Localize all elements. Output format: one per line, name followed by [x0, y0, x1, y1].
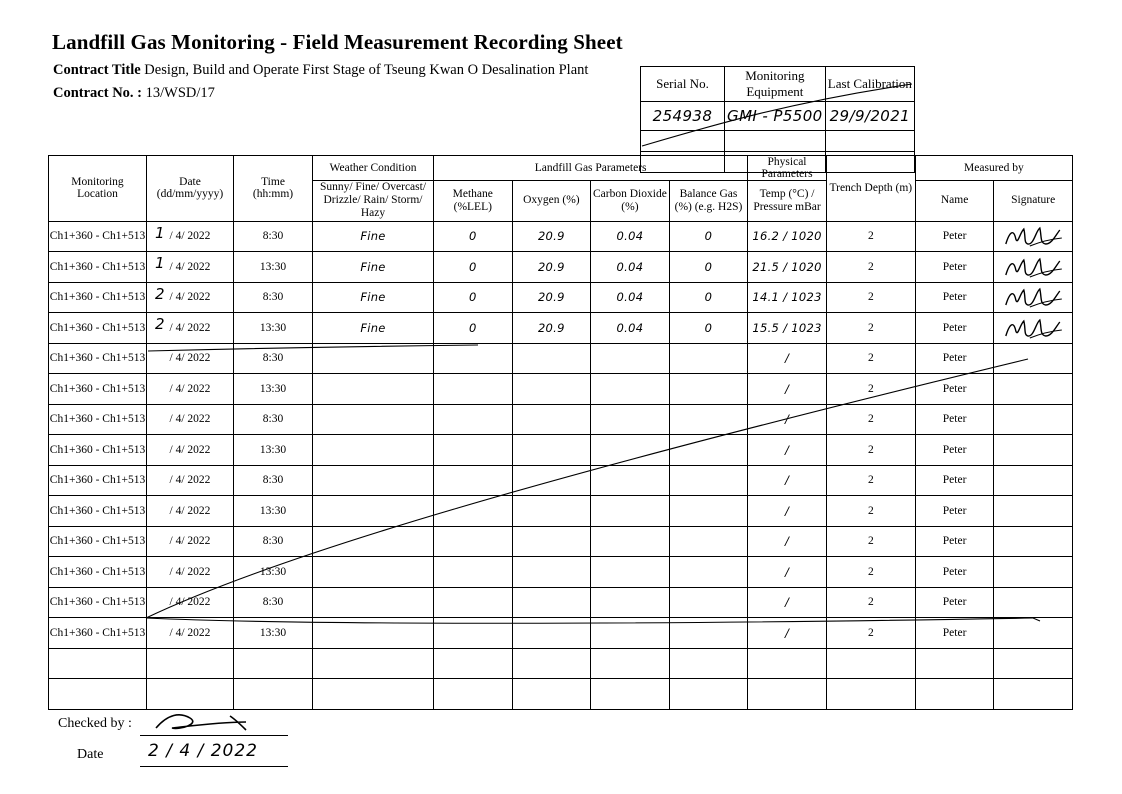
cell-name: Peter	[915, 465, 994, 496]
cell-oxygen: 20.9	[512, 252, 591, 283]
cell-oxygen	[512, 587, 591, 618]
cell-balance-gas: 0	[669, 252, 748, 283]
cell-methane	[434, 404, 513, 435]
col-header-methane: Methane (%LEL)	[434, 181, 513, 222]
cell-weather	[313, 404, 434, 435]
col-header-time-line2: (hh:mm)	[252, 188, 294, 201]
col-header-location	[49, 156, 147, 222]
col-header-location-line1: Monitoring	[71, 176, 124, 189]
cell-methane: 0	[434, 313, 513, 344]
cell-time: 8:30	[234, 282, 313, 313]
cell-balance-gas: 0	[669, 221, 748, 252]
cell-oxygen	[512, 374, 591, 405]
cell-location: Ch1+360 - Ch1+513	[49, 587, 147, 618]
cell-date	[147, 679, 234, 710]
cell-location: Ch1+360 - Ch1+513	[49, 496, 147, 527]
cell-signature	[994, 587, 1073, 618]
cell-temp-pressure: 21.5 / 1020	[748, 252, 827, 283]
cell-temp-pressure: 16.2 / 1020	[748, 221, 827, 252]
cell-temp-pressure	[748, 648, 827, 679]
cell-date	[147, 526, 234, 557]
cell-oxygen	[512, 404, 591, 435]
cell-carbon-dioxide	[591, 343, 670, 374]
cell-oxygen	[512, 648, 591, 679]
cell-balance-gas	[669, 679, 748, 710]
cell-date-day: 1	[155, 223, 165, 242]
cell-location: Ch1+360 - Ch1+513	[49, 343, 147, 374]
cell-time: 13:30	[234, 313, 313, 344]
cell-time: 13:30	[234, 618, 313, 649]
cell-weather	[313, 679, 434, 710]
cell-oxygen	[512, 557, 591, 588]
equipment-calibration-header: Last Calibration	[825, 67, 914, 102]
cell-date	[147, 221, 234, 252]
cell-oxygen	[512, 343, 591, 374]
cell-time	[234, 679, 313, 710]
cell-carbon-dioxide: 0.04	[591, 313, 670, 344]
contract-no-value: 13/WSD/17	[145, 85, 215, 101]
cell-weather: Fine	[313, 252, 434, 283]
cell-trench-depth	[826, 648, 915, 679]
equipment-name-value: GMI - P5500	[724, 102, 825, 131]
equipment-serial-value: 254938	[641, 102, 725, 131]
cell-balance-gas: 0	[669, 313, 748, 344]
cell-balance-gas: 0	[669, 282, 748, 313]
cell-methane	[434, 648, 513, 679]
cell-weather: Fine	[313, 221, 434, 252]
cell-oxygen	[512, 618, 591, 649]
cell-carbon-dioxide	[591, 374, 670, 405]
cell-temp-pressure: /	[748, 496, 827, 527]
checked-date-label: Date	[77, 747, 104, 762]
cell-date-monthyear: / 4/ 2022	[169, 443, 211, 456]
cell-location: Ch1+360 - Ch1+513	[49, 282, 147, 313]
group-header-measured-by: Measured by	[915, 156, 1072, 181]
cell-methane: 0	[434, 221, 513, 252]
cell-methane	[434, 374, 513, 405]
cell-carbon-dioxide	[591, 618, 670, 649]
cell-date	[147, 496, 234, 527]
cell-date	[147, 374, 234, 405]
cell-methane: 0	[434, 252, 513, 283]
cell-name	[915, 648, 994, 679]
cell-date	[147, 557, 234, 588]
table-row	[49, 679, 1073, 710]
cell-date-monthyear: / 4/ 2022	[169, 260, 211, 273]
cell-date-day: 2	[155, 315, 165, 334]
cell-carbon-dioxide	[591, 679, 670, 710]
cell-methane	[434, 679, 513, 710]
cell-date-monthyear: / 4/ 2022	[169, 321, 211, 334]
cell-date	[147, 435, 234, 466]
cell-trench-depth: 2	[826, 252, 915, 283]
cell-date	[147, 404, 234, 435]
group-header-physical: Physical Parameters	[748, 156, 827, 181]
col-header-temp-pressure: Temp (°C) / Pressure mBar	[748, 181, 827, 222]
cell-oxygen	[512, 526, 591, 557]
cell-date	[147, 252, 234, 283]
cell-temp-pressure: 14.1 / 1023	[748, 282, 827, 313]
cell-trench-depth: 2	[826, 618, 915, 649]
cell-temp-pressure: /	[748, 343, 827, 374]
table-row	[49, 465, 1073, 496]
cell-time: 8:30	[234, 404, 313, 435]
cell-date-day: 1	[155, 254, 165, 273]
cell-date-monthyear: / 4/ 2022	[169, 230, 211, 243]
cell-weather	[313, 648, 434, 679]
cell-trench-depth: 2	[826, 313, 915, 344]
equipment-calibration-value: 29/9/2021	[825, 102, 914, 131]
cell-trench-depth: 2	[826, 435, 915, 466]
cell-trench-depth: 2	[826, 282, 915, 313]
checked-by-label: Checked by :	[58, 716, 132, 731]
cell-time: 13:30	[234, 374, 313, 405]
cell-balance-gas	[669, 496, 748, 527]
cell-signature	[994, 557, 1073, 588]
cell-location: Ch1+360 - Ch1+513	[49, 374, 147, 405]
cell-signature	[994, 435, 1073, 466]
cell-weather	[313, 618, 434, 649]
cell-weather	[313, 465, 434, 496]
cell-methane	[434, 496, 513, 527]
page-title: Landfill Gas Monitoring - Field Measurement Recording Sheet	[52, 30, 623, 54]
table-row	[49, 496, 1073, 527]
cell-temp-pressure: /	[748, 618, 827, 649]
cell-name: Peter	[915, 557, 994, 588]
checked-date-underline	[140, 766, 288, 767]
cell-location: Ch1+360 - Ch1+513	[49, 557, 147, 588]
cell-date	[147, 313, 234, 344]
table-row	[49, 435, 1073, 466]
cell-balance-gas	[669, 465, 748, 496]
cell-oxygen: 20.9	[512, 313, 591, 344]
cell-signature	[994, 313, 1073, 344]
checked-date-value: 2 / 4 / 2022	[148, 741, 258, 761]
cell-carbon-dioxide	[591, 587, 670, 618]
checked-by-underline	[140, 735, 288, 736]
cell-time: 8:30	[234, 343, 313, 374]
cell-oxygen	[512, 496, 591, 527]
cell-methane	[434, 587, 513, 618]
group-header-weather: Weather Condition	[313, 156, 434, 181]
table-row	[49, 587, 1073, 618]
col-header-carbon-dioxide: Carbon Dioxide (%)	[591, 181, 670, 222]
col-header-time-line1: Time	[261, 176, 285, 189]
cell-location	[49, 648, 147, 679]
cell-weather: Fine	[313, 282, 434, 313]
cell-location	[49, 679, 147, 710]
cell-signature	[994, 618, 1073, 649]
col-header-balance-gas: Balance Gas (%) (e.g. H2S)	[669, 181, 748, 222]
cell-time: 13:30	[234, 252, 313, 283]
cell-carbon-dioxide	[591, 526, 670, 557]
table-row	[49, 526, 1073, 557]
cell-name: Peter	[915, 526, 994, 557]
cell-oxygen: 20.9	[512, 221, 591, 252]
cell-name: Peter	[915, 374, 994, 405]
cell-date	[147, 282, 234, 313]
cell-trench-depth: 2	[826, 526, 915, 557]
cell-weather	[313, 343, 434, 374]
measurement-table-head	[49, 156, 1073, 222]
cell-temp-pressure: /	[748, 587, 827, 618]
cell-trench-depth: 2	[826, 557, 915, 588]
col-header-signature: Signature	[994, 181, 1073, 222]
col-header-trench-depth: Trench Depth (m)	[826, 156, 915, 222]
cell-carbon-dioxide: 0.04	[591, 221, 670, 252]
cell-time	[234, 648, 313, 679]
cell-name: Peter	[915, 221, 994, 252]
cell-date-monthyear: / 4/ 2022	[169, 535, 211, 548]
cell-date-monthyear: / 4/ 2022	[169, 352, 211, 365]
table-row	[49, 282, 1073, 313]
cell-date	[147, 343, 234, 374]
cell-location: Ch1+360 - Ch1+513	[49, 221, 147, 252]
cell-methane	[434, 618, 513, 649]
cell-balance-gas	[669, 526, 748, 557]
equipment-value-row	[641, 102, 915, 131]
cell-oxygen	[512, 435, 591, 466]
cell-date-monthyear: / 4/ 2022	[169, 565, 211, 578]
checked-by-signature	[150, 708, 260, 738]
cell-weather	[313, 496, 434, 527]
cell-location: Ch1+360 - Ch1+513	[49, 618, 147, 649]
cell-balance-gas	[669, 374, 748, 405]
cell-signature	[994, 282, 1073, 313]
cell-oxygen	[512, 465, 591, 496]
cell-methane	[434, 557, 513, 588]
col-header-date	[147, 156, 234, 222]
cell-carbon-dioxide: 0.04	[591, 282, 670, 313]
cell-weather	[313, 557, 434, 588]
cell-temp-pressure: /	[748, 465, 827, 496]
cell-signature	[994, 221, 1073, 252]
cell-weather	[313, 526, 434, 557]
cell-methane	[434, 526, 513, 557]
cell-trench-depth: 2	[826, 374, 915, 405]
equipment-name-header: Monitoring Equipment	[724, 67, 825, 102]
cell-time: 8:30	[234, 526, 313, 557]
cell-date-monthyear: / 4/ 2022	[169, 596, 211, 609]
cell-name: Peter	[915, 435, 994, 466]
equipment-serial-header: Serial No.	[641, 67, 725, 102]
cell-time: 8:30	[234, 587, 313, 618]
cell-date	[147, 465, 234, 496]
cell-name: Peter	[915, 618, 994, 649]
col-header-time	[234, 156, 313, 222]
cell-balance-gas	[669, 618, 748, 649]
cell-location: Ch1+360 - Ch1+513	[49, 313, 147, 344]
cell-weather	[313, 587, 434, 618]
equipment-blank-cell	[641, 131, 725, 152]
cell-carbon-dioxide: 0.04	[591, 252, 670, 283]
cell-balance-gas	[669, 435, 748, 466]
cell-trench-depth: 2	[826, 496, 915, 527]
cell-name: Peter	[915, 587, 994, 618]
measurement-table-body	[49, 221, 1073, 709]
table-row	[49, 618, 1073, 649]
cell-trench-depth	[826, 679, 915, 710]
cell-location: Ch1+360 - Ch1+513	[49, 435, 147, 466]
cell-weather	[313, 374, 434, 405]
contract-no-line	[53, 85, 215, 102]
cell-temp-pressure: /	[748, 404, 827, 435]
cell-temp-pressure: /	[748, 374, 827, 405]
cell-carbon-dioxide	[591, 435, 670, 466]
equipment-header-row	[641, 67, 915, 102]
group-header-gas: Landfill Gas Parameters	[434, 156, 748, 181]
cell-time: 13:30	[234, 496, 313, 527]
cell-temp-pressure	[748, 679, 827, 710]
cell-signature	[994, 374, 1073, 405]
cell-signature	[994, 404, 1073, 435]
cell-trench-depth: 2	[826, 404, 915, 435]
row-signature-mark	[994, 315, 1072, 341]
cell-name: Peter	[915, 313, 994, 344]
row-signature-mark	[994, 284, 1072, 310]
cell-balance-gas	[669, 587, 748, 618]
cell-methane	[434, 343, 513, 374]
cell-signature	[994, 526, 1073, 557]
cell-date-monthyear: / 4/ 2022	[169, 626, 211, 639]
cell-weather	[313, 435, 434, 466]
cell-signature	[994, 648, 1073, 679]
cell-carbon-dioxide	[591, 648, 670, 679]
table-row	[49, 313, 1073, 344]
cell-signature	[994, 252, 1073, 283]
cell-balance-gas	[669, 343, 748, 374]
cell-name: Peter	[915, 282, 994, 313]
cell-signature	[994, 496, 1073, 527]
cell-name: Peter	[915, 404, 994, 435]
cell-time: 8:30	[234, 221, 313, 252]
equipment-blank-row	[641, 131, 915, 152]
cell-name: Peter	[915, 343, 994, 374]
cell-date-monthyear: / 4/ 2022	[169, 291, 211, 304]
col-header-date-line1: Date	[179, 176, 201, 189]
cell-carbon-dioxide	[591, 404, 670, 435]
cell-location: Ch1+360 - Ch1+513	[49, 252, 147, 283]
cell-name: Peter	[915, 252, 994, 283]
cell-date	[147, 587, 234, 618]
row-signature-mark	[994, 254, 1072, 280]
cell-date-day: 2	[155, 284, 165, 303]
table-row	[49, 648, 1073, 679]
cell-carbon-dioxide	[591, 496, 670, 527]
equipment-blank-cell	[825, 131, 914, 152]
measurement-table	[48, 155, 1073, 710]
table-row	[49, 557, 1073, 588]
cell-date-monthyear: / 4/ 2022	[169, 413, 211, 426]
table-row	[49, 374, 1073, 405]
group-header-row	[49, 156, 1073, 181]
cell-balance-gas	[669, 557, 748, 588]
cell-temp-pressure: /	[748, 435, 827, 466]
cell-signature	[994, 465, 1073, 496]
cell-balance-gas	[669, 404, 748, 435]
cell-date-monthyear: / 4/ 2022	[169, 474, 211, 487]
cell-methane: 0	[434, 282, 513, 313]
cell-time: 13:30	[234, 557, 313, 588]
table-row	[49, 343, 1073, 374]
cell-date-monthyear: / 4/ 2022	[169, 504, 211, 517]
cell-balance-gas	[669, 648, 748, 679]
cell-oxygen	[512, 679, 591, 710]
col-header-location-line2: Location	[77, 188, 118, 201]
cell-signature	[994, 679, 1073, 710]
cell-date	[147, 648, 234, 679]
cell-temp-pressure: 15.5 / 1023	[748, 313, 827, 344]
contract-title-value: Design, Build and Operate First Stage of Tseung Kwan O Desalination Plant	[144, 62, 589, 78]
col-header-oxygen: Oxygen (%)	[512, 181, 591, 222]
cell-weather: Fine	[313, 313, 434, 344]
cell-methane	[434, 435, 513, 466]
table-row	[49, 404, 1073, 435]
cell-date	[147, 618, 234, 649]
row-signature-mark	[994, 223, 1072, 249]
cell-trench-depth: 2	[826, 343, 915, 374]
cell-location: Ch1+360 - Ch1+513	[49, 526, 147, 557]
cell-trench-depth: 2	[826, 465, 915, 496]
contract-no-label: Contract No. :	[53, 85, 142, 101]
col-header-weather: Sunny/ Fine/ Overcast/ Drizzle/ Rain/ Storm/ Hazy	[313, 181, 434, 222]
contract-title-line	[53, 62, 588, 79]
col-header-name: Name	[915, 181, 994, 222]
cell-time: 8:30	[234, 465, 313, 496]
cell-date-monthyear: / 4/ 2022	[169, 382, 211, 395]
cell-temp-pressure: /	[748, 557, 827, 588]
table-row	[49, 252, 1073, 283]
cell-signature	[994, 343, 1073, 374]
cell-carbon-dioxide	[591, 465, 670, 496]
equipment-blank-cell	[724, 131, 825, 152]
cell-location: Ch1+360 - Ch1+513	[49, 465, 147, 496]
col-header-date-line2: (dd/mm/yyyy)	[156, 188, 224, 201]
cell-carbon-dioxide	[591, 557, 670, 588]
cell-trench-depth: 2	[826, 221, 915, 252]
cell-name: Peter	[915, 496, 994, 527]
cell-trench-depth: 2	[826, 587, 915, 618]
cell-location: Ch1+360 - Ch1+513	[49, 404, 147, 435]
contract-title-label: Contract Title	[53, 62, 141, 78]
table-row	[49, 221, 1073, 252]
cell-temp-pressure: /	[748, 526, 827, 557]
cell-time: 13:30	[234, 435, 313, 466]
cell-name	[915, 679, 994, 710]
cell-oxygen: 20.9	[512, 282, 591, 313]
cell-methane	[434, 465, 513, 496]
